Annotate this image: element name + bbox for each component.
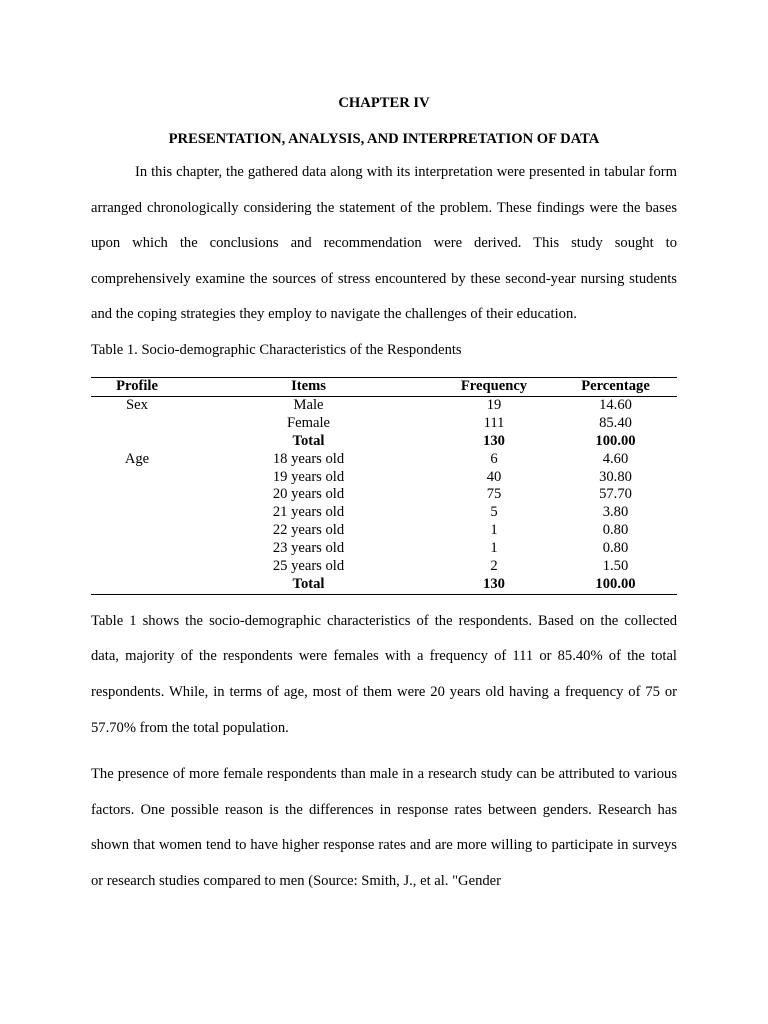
header-percentage: Percentage: [581, 377, 650, 394]
cell-item: 22 years old: [272, 522, 345, 539]
table-row: [91, 415, 677, 433]
cell-percentage: 0.80: [602, 540, 629, 557]
cell-percentage: 1.50: [602, 558, 629, 575]
header-frequency: Frequency: [460, 377, 528, 394]
analysis-paragraph: Table 1 shows the socio-demographic characteristics of the respondents. Based on the collected data, majority of the respondents were females with a frequency of 111 or 85.40% of the total respondents. While, in terms of age, most of them were 20 years old having a frequency of 75 or 57.70% from the total population.: [91, 612, 677, 736]
cell-percentage: 100.00: [595, 575, 636, 592]
cell-item: 19 years old: [272, 468, 345, 485]
cell-profile: [91, 486, 183, 504]
cell-percentage: 85.40: [599, 414, 632, 431]
table-total-row: [91, 576, 677, 594]
table-row: [91, 486, 677, 504]
table-row: [91, 451, 677, 469]
chapter-title: CHAPTER IV: [338, 95, 430, 111]
cell-frequency: 111: [483, 414, 505, 431]
demographics-table: [91, 377, 677, 595]
table-row: [91, 396, 677, 414]
cell-frequency: 75: [486, 486, 502, 503]
cell-frequency: 130: [483, 575, 505, 592]
intro-paragraph: In this chapter, the gathered data along with its interpretation were presented in tabular form arranged chronologically considering the statement of the problem. These findings were the bases upon which the conclusions and recommendation were derived. This study sought to comprehensively examine the sources of stress encountered by these second-year nursing students and the coping strategies they employ to navigate the challenges of their education.: [91, 164, 677, 323]
header-profile: Profile: [116, 377, 158, 394]
cell-percentage: 57.70: [599, 486, 632, 503]
cell-item: 21 years old: [272, 504, 345, 521]
page-content: [91, 92, 677, 900]
cell-profile: [91, 504, 183, 522]
cell-profile: Sex: [126, 396, 148, 413]
table-row: [91, 469, 677, 487]
cell-frequency: 1: [490, 540, 498, 557]
cell-percentage: 0.80: [602, 522, 629, 539]
cell-percentage: 100.00: [595, 432, 636, 449]
cell-frequency: 2: [490, 558, 498, 575]
chapter-subtitle: PRESENTATION, ANALYSIS, AND INTERPRETATION OF DATA: [168, 131, 600, 147]
cell-frequency: 5: [490, 504, 498, 521]
table-row: [91, 504, 677, 522]
table-row: [91, 558, 677, 576]
cell-frequency: 19: [486, 396, 502, 413]
cell-percentage: 3.80: [602, 504, 629, 521]
cell-percentage: 30.80: [599, 468, 632, 485]
header-items: Items: [291, 377, 326, 394]
cell-profile: [91, 469, 183, 487]
table-row: [91, 522, 677, 540]
cell-profile: Age: [124, 450, 150, 467]
table-header-row: [91, 377, 677, 396]
table-row: [91, 540, 677, 558]
cell-profile: [91, 558, 183, 576]
cell-frequency: 130: [483, 432, 505, 449]
cell-item: 20 years old: [272, 486, 345, 503]
cell-frequency: 40: [486, 468, 502, 485]
cell-percentage: 14.60: [599, 396, 632, 413]
cell-profile: [91, 415, 183, 433]
cell-profile: [91, 433, 183, 451]
cell-item: Total: [292, 432, 325, 449]
cell-item: Male: [293, 396, 324, 413]
table-caption: Table 1. Socio-demographic Characteristics of the Respondents: [91, 341, 462, 358]
cell-frequency: 6: [490, 450, 498, 467]
cell-frequency: 1: [490, 522, 498, 539]
cell-profile: [91, 540, 183, 558]
table-total-row: [91, 433, 677, 451]
cell-profile: [91, 576, 183, 594]
discussion-paragraph: The presence of more female respondents than male in a research study can be attributed to various factors. One possible reason is the differences in response rates between genders. Research has shown that women tend to have higher response rates and are more willing to participate in surveys or research studies compared to men (Source: Smith, J., et al. "Gender: [91, 766, 677, 889]
cell-item: 25 years old: [272, 558, 345, 575]
cell-percentage: 4.60: [602, 450, 629, 467]
cell-item: Female: [287, 414, 330, 431]
cell-item: Total: [292, 575, 325, 592]
cell-item: 23 years old: [272, 540, 345, 557]
cell-profile: [91, 522, 183, 540]
cell-item: 18 years old: [272, 450, 345, 467]
